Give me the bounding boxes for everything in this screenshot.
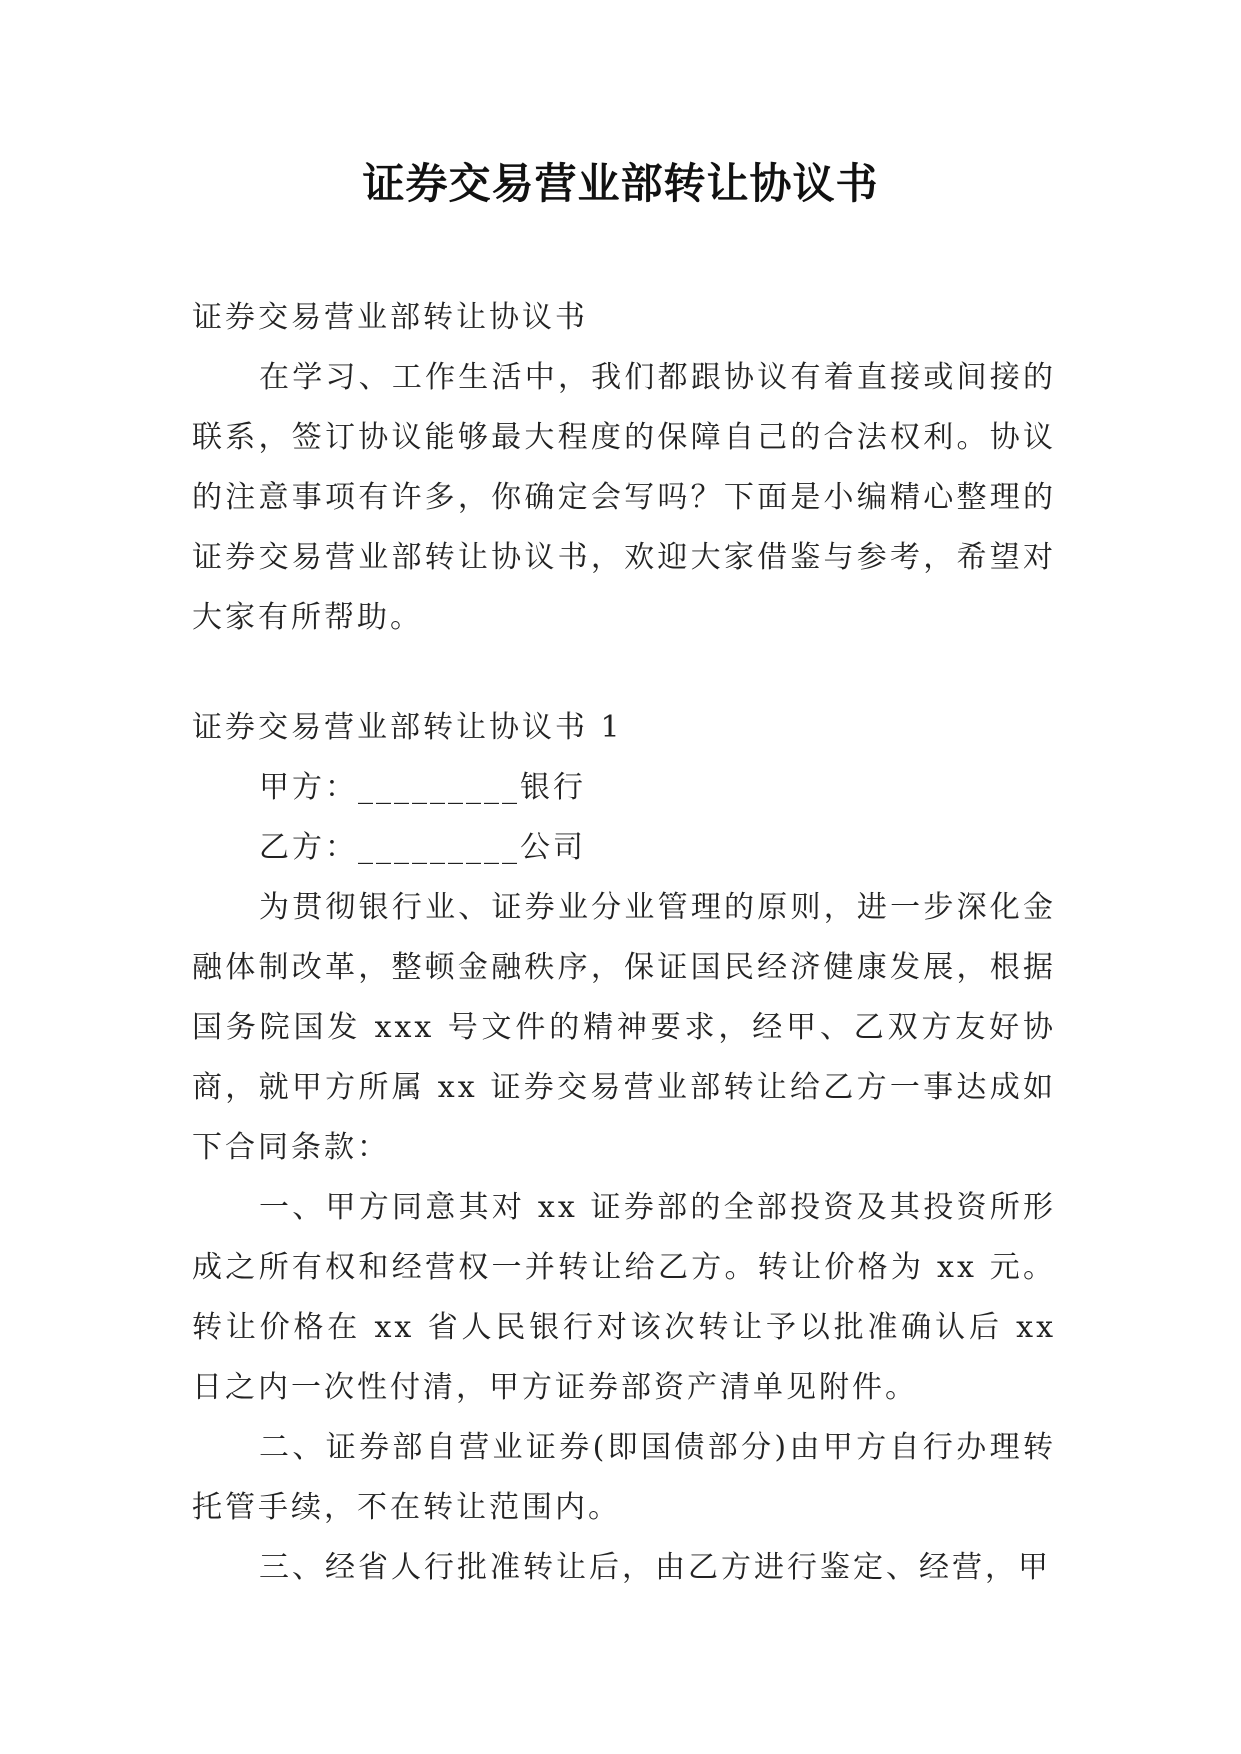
- document-title: 证券交易营业部转让协议书: [362, 159, 879, 208]
- clause-1-paragraph: 一、甲方同意其对 xx 证券部的全部投资及其投资所形成之所有权和经营权一并转让给乙方。转让价格为 xx 元。转让价格在 xx 省人民银行对该次转让予以批准确认后 xx 日之内一次性付清，甲方证券部资产清单见附件。: [192, 1190, 1056, 1405]
- clause-3-paragraph: 三、经省人行批准转让后，由乙方进行鉴定、经营，甲: [259, 1550, 1051, 1585]
- party-b-line: 乙方：_________公司: [259, 830, 586, 865]
- intro-paragraph: 在学习、工作生活中，我们都跟协议有着直接或间接的联系，签订协议能够最大程度的保障自己的合法权利。协议的注意事项有许多，你确定会写吗？下面是小编精心整理的证券交易营业部转让协议书，欢迎大家借鉴与参考，希望对大家有所帮助。: [192, 360, 1056, 635]
- agreement-block: [192, 698, 1056, 1598]
- clause-2-paragraph: 二、证券部自营业证券(即国债部分)由甲方自行办理转托管手续，不在转让范围内。: [192, 1430, 1056, 1525]
- section-heading: 证券交易营业部转让协议书 1: [192, 710, 623, 745]
- intro-block: [192, 288, 1056, 648]
- party-a-line: 甲方：_________银行: [259, 770, 586, 805]
- preamble-paragraph: 为贯彻银行业、证券业分业管理的原则，进一步深化金融体制改革，整顿金融秩序，保证国民经济健康发展，根据国务院国发 xxx 号文件的精神要求，经甲、乙双方友好协商，就甲方所属 xx 证券交易营业部转让给乙方一事达成如下合同条款：: [192, 890, 1056, 1165]
- intro-heading: 证券交易营业部转让协议书: [192, 300, 588, 335]
